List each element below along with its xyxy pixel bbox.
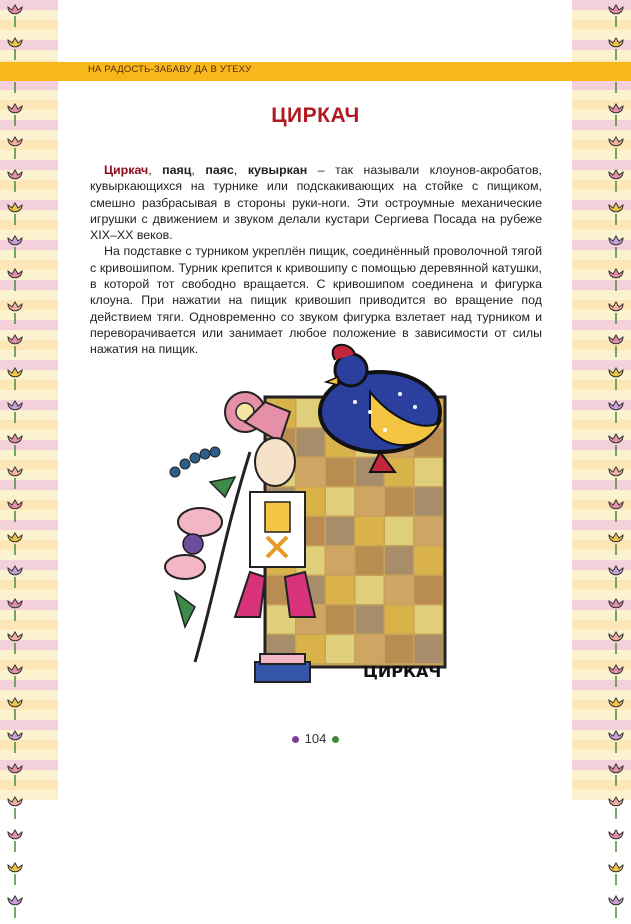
checker-square [415, 606, 443, 634]
checker-square [356, 576, 384, 604]
term-1: Циркач [104, 163, 149, 177]
tulip-icon [605, 561, 627, 594]
checker-square [356, 517, 384, 545]
tulip-icon [605, 330, 627, 363]
tulip-icon [4, 792, 26, 825]
tulip-icon [605, 462, 627, 495]
tulip-icon [4, 0, 26, 33]
tulip-icon [605, 0, 627, 33]
checker-square [415, 547, 443, 575]
tulip-icon [605, 693, 627, 726]
tulip-icon [4, 297, 26, 330]
article-body [90, 162, 542, 358]
paragraph-1-text: – так называли клоунов-акробатов, кувыркающихся на турнике или подскакивающих на стойке с пищиком, смешно разбрасывая в стороны руки-ноги. Эти остроумные механические игрушки с движением и звуком делали кустари Сергиева Посада на рубеже XIX–XX веков. [90, 163, 542, 243]
tulip-icon [605, 858, 627, 891]
checker-square [326, 458, 354, 486]
checker-square [356, 606, 384, 634]
tulip-icon [4, 363, 26, 396]
tulip-icon [4, 264, 26, 297]
tulip-icon [605, 363, 627, 396]
separator: , [148, 163, 163, 177]
checker-square [385, 517, 413, 545]
tulip-icon [605, 429, 627, 462]
checker-square [385, 576, 413, 604]
tulip-icon [4, 627, 26, 660]
tulip-icon [4, 858, 26, 891]
term-3: паяс [205, 163, 234, 177]
tulip-icon [4, 132, 26, 165]
footer-ornament-left [292, 736, 299, 743]
checker-square [326, 488, 354, 516]
checker-square [356, 547, 384, 575]
tulip-icon [4, 231, 26, 264]
tulip-icon [4, 429, 26, 462]
tulip-icon [4, 330, 26, 363]
tulip-icon [605, 132, 627, 165]
checker-square [415, 488, 443, 516]
tulip-icon [605, 759, 627, 792]
tulip-icon [4, 528, 26, 561]
page-footer [0, 731, 631, 746]
tulip-icon [605, 297, 627, 330]
tulip-icon [605, 165, 627, 198]
tulip-icon [4, 759, 26, 792]
illustration-caption: ЦИРКАЧ [363, 662, 442, 681]
page-title: ЦИРКАЧ [271, 104, 360, 127]
tulip-icon [605, 594, 627, 627]
separator: , [191, 163, 206, 177]
page-number: 104 [304, 731, 327, 746]
tulip-icon [605, 792, 627, 825]
checker-square [385, 635, 413, 663]
tulip-icon [4, 198, 26, 231]
checker-square [385, 547, 413, 575]
paragraph-1 [90, 162, 542, 243]
tulip-icon [605, 627, 627, 660]
tulip-icon [605, 660, 627, 693]
tulip-icon [4, 462, 26, 495]
tulip-icon [605, 198, 627, 231]
tulip-icon [4, 165, 26, 198]
footer-ornament-right [332, 736, 339, 743]
tulip-icon [4, 594, 26, 627]
checker-square [297, 458, 325, 486]
tulip-icon [605, 396, 627, 429]
tulip-icon [4, 825, 26, 858]
tulip-icon [4, 396, 26, 429]
clown-toy-illustration [155, 332, 455, 700]
term-4: кувыркан [247, 163, 308, 177]
checker-square [326, 547, 354, 575]
tulip-icon [4, 561, 26, 594]
checker-square [326, 517, 354, 545]
tulip-icon [605, 231, 627, 264]
checker-square [415, 576, 443, 604]
tulip-icon [605, 891, 627, 924]
tulip-icon [4, 891, 26, 924]
tulip-icon [605, 264, 627, 297]
checker-square [297, 429, 325, 457]
checker-square [356, 488, 384, 516]
paragraph-2: На подставке с турником укреплён пищик, соединённый проволочной тягой с кривошипом. Турник крепится к кривошипу с помощью деревянной катушки, в которой тот свободно вращается. С кривошипом соединена и фигурка клоуна. При нажатии на пищик кривошип приводится во вращение под действием тяги. Одновременно со звуком фигурка взлетает над турником и переворачивается или занимает любое положение в зависимости от силы нажатия на пищик. [90, 244, 542, 357]
checker-square [326, 576, 354, 604]
checker-square [356, 635, 384, 663]
tulip-icon [605, 528, 627, 561]
checker-square [385, 606, 413, 634]
separator: , [233, 163, 248, 177]
term-2: паяц [162, 163, 192, 177]
tulip-icon [605, 825, 627, 858]
checker-square [326, 606, 354, 634]
checker-square [326, 635, 354, 663]
checker-square [415, 458, 443, 486]
section-header: НА РАДОСТЬ-ЗАБАВУ ДА В УТЕХУ [88, 64, 252, 75]
checker-square [385, 488, 413, 516]
checker-square [415, 635, 443, 663]
tulip-icon [4, 660, 26, 693]
tulip-icon [605, 495, 627, 528]
tulip-icon [4, 693, 26, 726]
checker-square [415, 517, 443, 545]
tulip-icon [4, 495, 26, 528]
